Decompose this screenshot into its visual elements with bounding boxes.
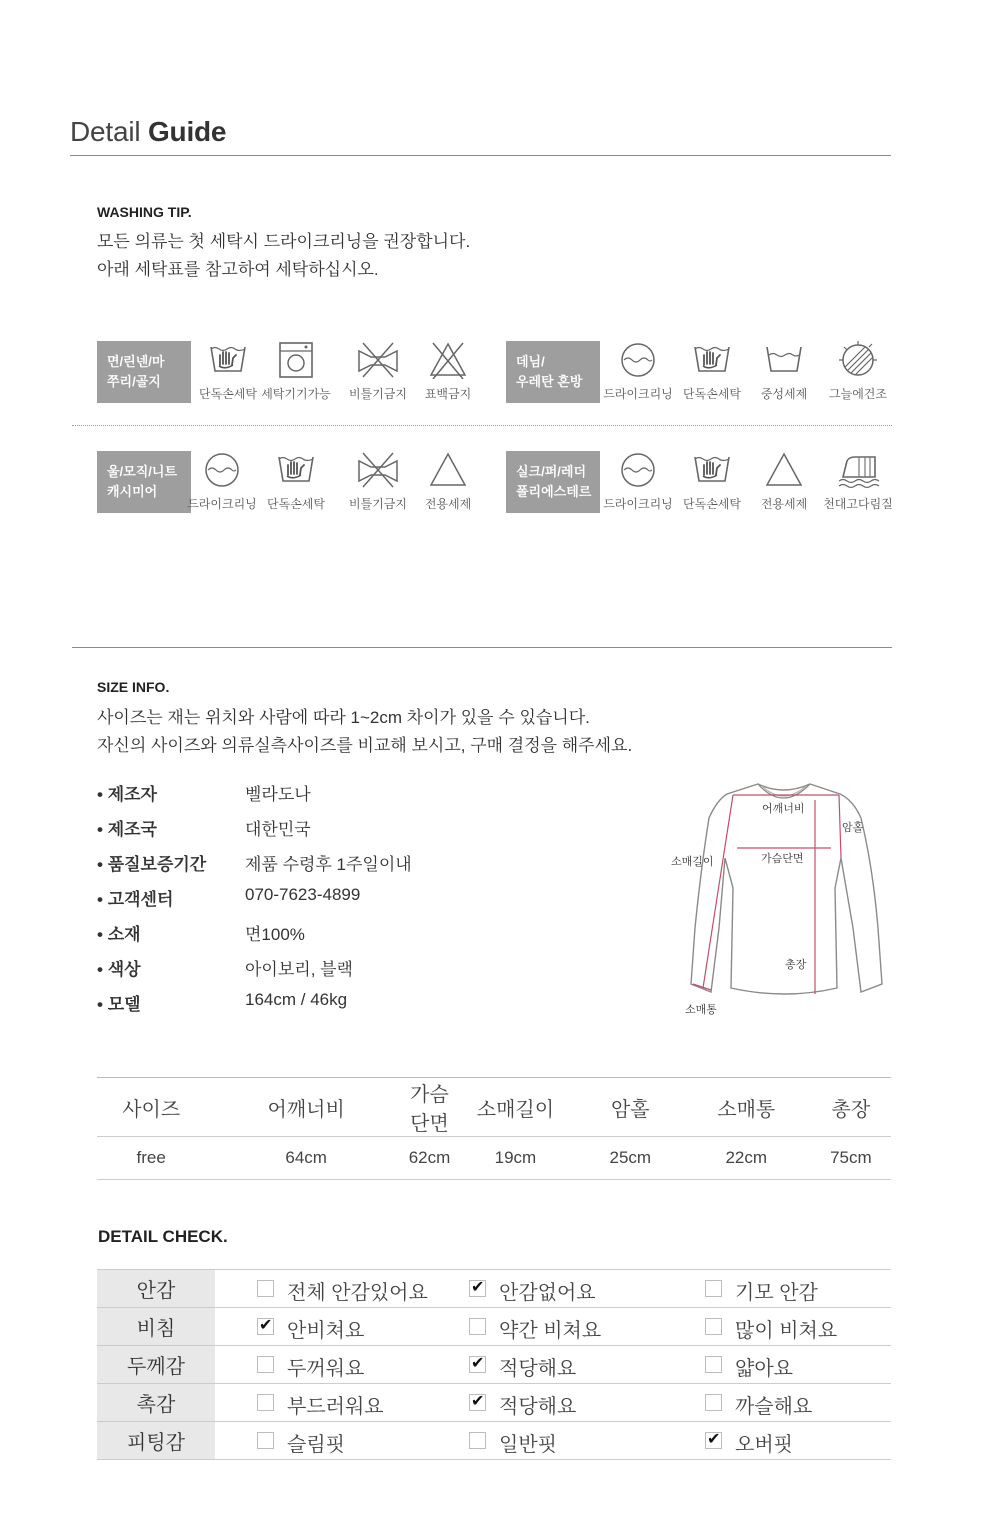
hand-wash-icon bbox=[205, 341, 251, 379]
diagram-label-length: 총장 bbox=[785, 959, 807, 971]
size-table-header-cell: 소매통 bbox=[682, 1078, 811, 1137]
info-item bbox=[97, 951, 597, 986]
info-key: • 색상 bbox=[97, 955, 141, 980]
care-item bbox=[744, 341, 824, 403]
check-option-label: 적당해요 bbox=[499, 1396, 577, 1418]
table-row bbox=[97, 1384, 891, 1422]
garment-measurement-diagram bbox=[665, 778, 895, 1023]
care-item-label: 비틀기금지 bbox=[349, 497, 407, 511]
size-info-desc-line2: 자신의 사이즈와 의류실측사이즈를 비교해 보시고, 구매 결정을 해주세요. bbox=[97, 736, 633, 755]
care-item-label: 전용세제 bbox=[760, 497, 808, 511]
care-item-label: 비틀기금지 bbox=[349, 387, 407, 401]
check-option-label: 두꺼워요 bbox=[287, 1358, 365, 1380]
info-item bbox=[97, 811, 597, 846]
neutral-detergent-triangle-icon bbox=[761, 451, 807, 489]
care-category-wool bbox=[97, 451, 191, 513]
size-info-desc bbox=[97, 704, 632, 760]
care-item bbox=[338, 341, 418, 403]
diagram-label-armhole: 암홀 bbox=[842, 822, 864, 834]
info-key: • 고객센터 bbox=[97, 885, 173, 910]
detail-guide-header bbox=[70, 116, 891, 156]
size-table-cell: 25cm bbox=[579, 1137, 682, 1180]
care-item-label: 전용세제 bbox=[424, 497, 472, 511]
care-item bbox=[256, 341, 336, 403]
table-row bbox=[97, 1346, 891, 1384]
check-option-label: 까슬해요 bbox=[735, 1396, 813, 1418]
care-item bbox=[672, 341, 752, 403]
info-item bbox=[97, 986, 597, 1021]
info-item bbox=[97, 916, 597, 951]
care-item bbox=[818, 341, 898, 403]
hand-wash-icon bbox=[273, 451, 319, 489]
care-item-label: 천대고다림질 bbox=[823, 497, 893, 511]
product-info-list bbox=[97, 776, 597, 1021]
care-item-label: 단독손세탁 bbox=[199, 387, 257, 401]
care-row-1 bbox=[97, 341, 891, 403]
check-option[interactable] bbox=[663, 1384, 891, 1422]
section-divider bbox=[72, 647, 892, 648]
care-item bbox=[408, 451, 488, 513]
care-item bbox=[338, 451, 418, 513]
info-key: • 품질보증기간 bbox=[97, 850, 206, 875]
size-table-header-cell: 소매길이 bbox=[452, 1078, 579, 1137]
size-table-cell: 64cm bbox=[205, 1137, 407, 1180]
check-option[interactable] bbox=[663, 1308, 891, 1346]
check-option[interactable] bbox=[663, 1422, 891, 1460]
care-item bbox=[672, 451, 752, 513]
diagram-label-shoulder: 어깨너비 bbox=[762, 803, 805, 815]
check-option-label: 적당해요 bbox=[499, 1358, 577, 1380]
size-table-header-cell: 사이즈 bbox=[97, 1078, 205, 1137]
check-option-label: 안비쳐요 bbox=[287, 1320, 365, 1342]
care-category-denim bbox=[506, 341, 600, 403]
size-table-cell: 19cm bbox=[452, 1137, 579, 1180]
size-table-header-cell: 총장 bbox=[811, 1078, 891, 1137]
checkbox-unchecked[interactable] bbox=[257, 1280, 274, 1297]
check-option-label: 많이 비쳐요 bbox=[735, 1320, 838, 1342]
check-option[interactable] bbox=[427, 1270, 663, 1308]
check-option-label: 오버핏 bbox=[735, 1434, 793, 1456]
care-item bbox=[598, 341, 678, 403]
care-item bbox=[598, 451, 678, 513]
check-option[interactable] bbox=[215, 1270, 427, 1308]
checkbox-unchecked[interactable] bbox=[705, 1280, 722, 1297]
check-option[interactable] bbox=[215, 1422, 427, 1460]
info-value: 면100% bbox=[245, 925, 305, 944]
care-category-cotton bbox=[97, 341, 191, 403]
care-item-label: 단독손세탁 bbox=[683, 387, 741, 401]
table-row bbox=[97, 1308, 891, 1346]
care-category-line2: 쭈리/골지 bbox=[107, 374, 161, 389]
check-category: 안감 bbox=[97, 1270, 215, 1308]
check-option-label: 안감없어요 bbox=[499, 1282, 596, 1304]
washing-machine-icon bbox=[273, 341, 319, 379]
no-bleach-icon bbox=[425, 341, 471, 379]
care-item-label: 드라이크리닝 bbox=[187, 497, 257, 511]
size-info-label: SIZE INFO. bbox=[97, 679, 170, 695]
info-value: 아이보리, 블랙 bbox=[245, 960, 353, 979]
check-option-label: 부드러워요 bbox=[287, 1396, 384, 1418]
care-item-label: 단독손세탁 bbox=[267, 497, 325, 511]
check-option[interactable] bbox=[427, 1346, 663, 1384]
check-category: 피팅감 bbox=[97, 1422, 215, 1460]
check-option[interactable] bbox=[663, 1346, 891, 1384]
check-option[interactable] bbox=[215, 1346, 427, 1384]
info-value: 제품 수령후 1주일이내 bbox=[245, 855, 412, 874]
info-key: • 모델 bbox=[97, 990, 141, 1015]
checkbox-unchecked[interactable] bbox=[469, 1318, 486, 1335]
checkbox-checked[interactable] bbox=[469, 1280, 486, 1297]
detail-check-table bbox=[97, 1269, 891, 1460]
size-table-header-cell: 가슴단면 bbox=[407, 1078, 452, 1137]
checkbox-unchecked[interactable] bbox=[705, 1356, 722, 1373]
size-table bbox=[97, 1077, 891, 1180]
info-key: • 제조자 bbox=[97, 780, 157, 805]
washing-desc-line2: 아래 세탁표를 참고하여 세탁하십시오. bbox=[97, 260, 379, 279]
care-item bbox=[744, 451, 824, 513]
size-info-desc-line1: 사이즈는 재는 위치와 사람에 따라 1~2cm 차이가 있을 수 있습니다. bbox=[97, 708, 590, 727]
checkbox-unchecked[interactable] bbox=[257, 1432, 274, 1449]
check-category: 두께감 bbox=[97, 1346, 215, 1384]
care-category-line2: 폴리에스테르 bbox=[516, 484, 592, 499]
check-option[interactable] bbox=[427, 1308, 663, 1346]
care-category-line2: 캐시미어 bbox=[107, 484, 158, 499]
table-row bbox=[97, 1422, 891, 1460]
hand-wash-icon bbox=[689, 341, 735, 379]
washing-desc-line1: 모든 의류는 첫 세탁시 드라이크리닝을 권장합니다. bbox=[97, 232, 471, 251]
check-option[interactable] bbox=[427, 1422, 663, 1460]
checkbox-checked[interactable] bbox=[469, 1394, 486, 1411]
diagram-label-sleeve-length: 소매길이 bbox=[671, 856, 714, 868]
neutral-detergent-triangle-icon bbox=[425, 451, 471, 489]
info-item bbox=[97, 776, 597, 811]
care-category-silk bbox=[506, 451, 600, 513]
info-value: 164cm / 46kg bbox=[245, 990, 348, 1009]
care-category-line1: 울/모직/니트 bbox=[107, 464, 178, 479]
no-wring-icon bbox=[355, 341, 401, 379]
size-table-header-cell: 암홀 bbox=[579, 1078, 682, 1137]
info-value: 070-7623-4899 bbox=[245, 885, 361, 904]
check-option-label: 일반핏 bbox=[499, 1434, 557, 1456]
care-item-label: 중성세제 bbox=[760, 387, 808, 401]
care-item bbox=[818, 451, 898, 513]
care-item-label: 드라이크리닝 bbox=[603, 497, 673, 511]
care-item-label: 그늘에건조 bbox=[829, 387, 887, 401]
care-category-line1: 데님/ bbox=[516, 354, 545, 369]
size-table-header-cell: 어깨너비 bbox=[205, 1078, 407, 1137]
shade-dry-icon bbox=[835, 341, 881, 379]
check-category: 촉감 bbox=[97, 1384, 215, 1422]
checkbox-unchecked[interactable] bbox=[705, 1318, 722, 1335]
care-item bbox=[182, 451, 262, 513]
care-category-line1: 실크/퍼/레더 bbox=[516, 464, 587, 479]
check-option-label: 얇아요 bbox=[735, 1358, 793, 1380]
check-category: 비침 bbox=[97, 1308, 215, 1346]
check-option-label: 기모 안감 bbox=[735, 1282, 818, 1304]
checkbox-unchecked[interactable] bbox=[257, 1356, 274, 1373]
check-option-label: 전체 안감있어요 bbox=[287, 1282, 428, 1304]
check-option[interactable] bbox=[215, 1384, 427, 1422]
diagram-label-sleeve-width: 소매통 bbox=[685, 1004, 717, 1016]
washing-tip-label: WASHING TIP. bbox=[97, 204, 192, 220]
check-option[interactable] bbox=[427, 1384, 663, 1422]
care-row-2 bbox=[97, 451, 891, 513]
care-item-label: 세탁기기가능 bbox=[261, 387, 331, 401]
care-item-label: 드라이크리닝 bbox=[603, 387, 673, 401]
care-item-label: 단독손세탁 bbox=[683, 497, 741, 511]
no-wring-icon bbox=[355, 451, 401, 489]
size-table-cell: 22cm bbox=[682, 1137, 811, 1180]
size-table-cell: 75cm bbox=[811, 1137, 891, 1180]
table-row bbox=[97, 1137, 891, 1180]
care-item bbox=[408, 341, 488, 403]
title-light: Detail bbox=[70, 116, 148, 147]
info-key: • 소재 bbox=[97, 920, 141, 945]
check-option[interactable] bbox=[663, 1270, 891, 1308]
checkbox-unchecked[interactable] bbox=[257, 1394, 274, 1411]
hand-wash-icon bbox=[689, 451, 735, 489]
care-category-line2: 우레탄 혼방 bbox=[516, 374, 583, 389]
info-item bbox=[97, 846, 597, 881]
info-value: 대한민국 bbox=[245, 820, 311, 839]
check-option-label: 슬림핏 bbox=[287, 1434, 345, 1456]
info-key: • 제조국 bbox=[97, 815, 157, 840]
dry-clean-icon bbox=[615, 341, 661, 379]
size-table-header bbox=[97, 1078, 891, 1137]
checkbox-unchecked[interactable] bbox=[705, 1394, 722, 1411]
washing-desc bbox=[97, 228, 470, 284]
check-option[interactable] bbox=[215, 1308, 427, 1346]
checkbox-checked[interactable] bbox=[257, 1318, 274, 1335]
care-divider bbox=[72, 425, 892, 426]
care-item-label: 표백금지 bbox=[424, 387, 472, 401]
checkbox-checked[interactable] bbox=[469, 1356, 486, 1373]
table-row bbox=[97, 1270, 891, 1308]
title-bold: Guide bbox=[147, 116, 227, 147]
size-table-cell: 62cm bbox=[407, 1137, 452, 1180]
dry-clean-icon bbox=[199, 451, 245, 489]
diagram-label-chest: 가슴단면 bbox=[761, 853, 804, 865]
checkbox-checked[interactable] bbox=[705, 1432, 722, 1449]
care-item bbox=[256, 451, 336, 513]
detail-check-label: DETAIL CHECK. bbox=[98, 1227, 228, 1246]
dry-clean-icon bbox=[615, 451, 661, 489]
size-table-cell: free bbox=[97, 1137, 205, 1180]
info-item bbox=[97, 881, 597, 916]
iron-with-cloth-icon bbox=[835, 451, 881, 489]
info-value: 벨라도나 bbox=[245, 785, 311, 804]
checkbox-unchecked[interactable] bbox=[469, 1432, 486, 1449]
care-category-line1: 면/린넨/마 bbox=[107, 354, 165, 369]
neutral-detergent-icon bbox=[761, 341, 807, 379]
check-option-label: 약간 비쳐요 bbox=[499, 1320, 602, 1342]
